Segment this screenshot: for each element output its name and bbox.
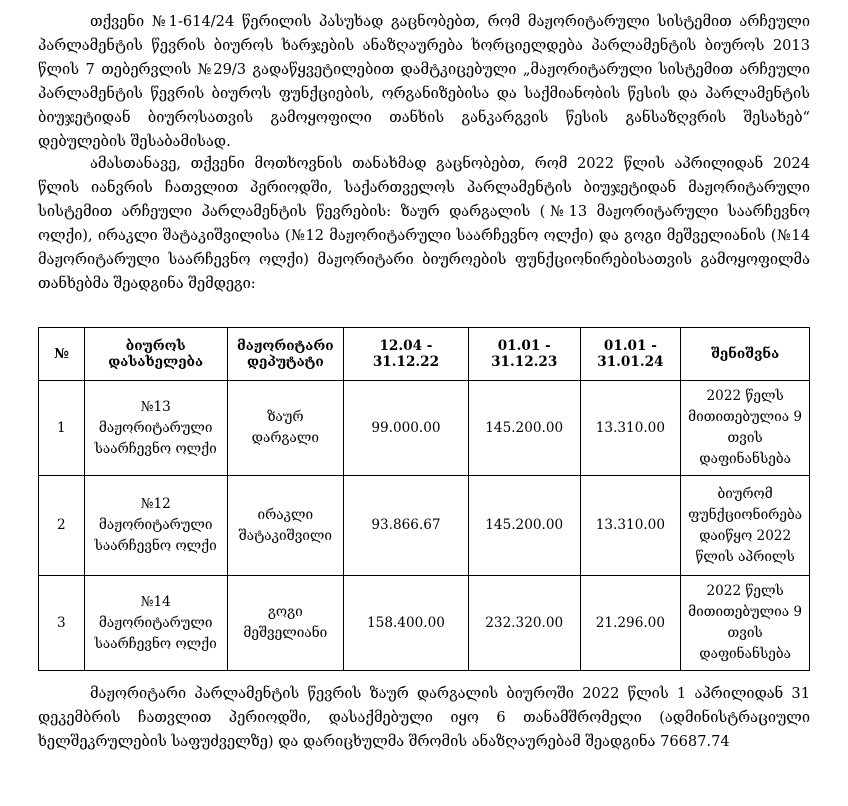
cell-amount: 232.320.00 xyxy=(468,576,580,671)
header-period-2024: 01.01 - 31.01.24 xyxy=(580,328,681,381)
header-period-2022: 12.04 - 31.12.22 xyxy=(344,328,469,381)
cell-number: 3 xyxy=(39,576,85,671)
cell-amount: 21.296.00 xyxy=(580,576,681,671)
cell-amount: 99.000.00 xyxy=(344,381,469,476)
paragraph-text: ამასთანავე, თქვენი მოთხოვნის თანახმად გაცნობებთ, რომ 2022 წლის აპრილიდან 2024 წლის იანვრის ჩათვლით პერიოდში, საქართველოს პარლამენტის ბიუჯეტიდან მაჟორიტარული სისტემით არჩეული პარლამენტის წევრების: ზაურ დარგალის (№13 მაჟორიტარული საარჩევნო ოლქი), ირაკლი შატაკიშვილისა (№12 მაჟორიტარული საარჩევნო ოლქი) და გოგი მეშველიანის (№14 მაჟორიტარული საარჩევნო ოლქი) მაჟორიტარი ბიუროების ფუნქციონირებისათვის გამოყოფილმა თანხებმა შეადგინა შემდეგი: xyxy=(38,155,810,292)
paragraph-details xyxy=(38,152,810,296)
cell-bureau: №13 მაჟორიტარული საარჩევნო ოლქი xyxy=(84,381,227,476)
header-period-2023: 01.01 - 31.12.23 xyxy=(468,328,580,381)
cell-amount: 158.400.00 xyxy=(344,576,469,671)
cell-note: 2022 წელს მითითებულია 9 თვის დაფინანსება xyxy=(681,381,810,476)
cell-number: 2 xyxy=(39,476,85,576)
cell-deputy: ირაკლი შატაკიშვილი xyxy=(227,476,343,576)
cell-amount: 145.200.00 xyxy=(468,476,580,576)
table-header-row xyxy=(39,328,810,381)
cell-deputy: გოგი მეშველიანი xyxy=(227,576,343,671)
cell-number: 1 xyxy=(39,381,85,476)
header-bureau: ბიუროს დასახელება xyxy=(84,328,227,381)
header-number: № xyxy=(39,328,85,381)
paragraph-staff xyxy=(38,682,810,754)
cell-amount: 13.310.00 xyxy=(580,476,681,576)
funding-table xyxy=(38,327,810,671)
cell-amount: 13.310.00 xyxy=(580,381,681,476)
cell-amount: 93.866.67 xyxy=(344,476,469,576)
table-row xyxy=(39,381,810,476)
paragraph-intro xyxy=(38,10,810,154)
cell-bureau: №14 მაჟორიტარული საარჩევნო ოლქი xyxy=(84,576,227,671)
header-deputy: მაჟორიტარი დეპუტატი xyxy=(227,328,343,381)
cell-note: 2022 წელს მითითებულია 9 თვის დაფინანსება xyxy=(681,576,810,671)
cell-deputy: ზაურ დარგალი xyxy=(227,381,343,476)
cell-bureau: №12 მაჟორიტარული საარჩევნო ოლქი xyxy=(84,476,227,576)
table-row xyxy=(39,576,810,671)
cell-note: ბიურომ ფუნქციონირება დაიწყო 2022 წლის აპრილს xyxy=(681,476,810,576)
table-row xyxy=(39,476,810,576)
cell-amount: 145.200.00 xyxy=(468,381,580,476)
paragraph-text: მაჟორიტარი პარლამენტის წევრის ზაურ დარგალის ბიუროში 2022 წლის 1 აპრილიდან 31 დეკემბრის ჩათვლით პერიოდში, დასაქმებული იყო 6 თანამშრომელი (ადმინისტრაციული ხელშეკრულების საფუძველზე) და დარიცხულმა შრომის ანაზღაურებამ შეადგინა 76687.74 xyxy=(38,685,810,750)
header-note: შენიშვნა xyxy=(681,328,810,381)
paragraph-text: თქვენი №1-614/24 წერილის პასუხად გაცნობებთ, რომ მაჟორიტარული სისტემით არჩეული პარლამენტის წევრის ბიუროს ხარჯების ანაზღაურება ხორციელდება პარლამენტის ბიუროს 2013 წლის 7 თებერვლის №29/3 გადაწყვეტილებით დამტკიცებული „მაჟორიტარული სისტემით არჩეული პარლამენტის წევრის ბიუროს ფუნქციების, ორგანიზებისა და საქმიანობის წესის და პარლამენტის ბიუჯეტიდან ბიუროსათვის გამოყოფილი თანხის განკარგვის წესის განსაზღვრის შესახებ“ დებულების შესაბამისად. xyxy=(38,13,810,150)
